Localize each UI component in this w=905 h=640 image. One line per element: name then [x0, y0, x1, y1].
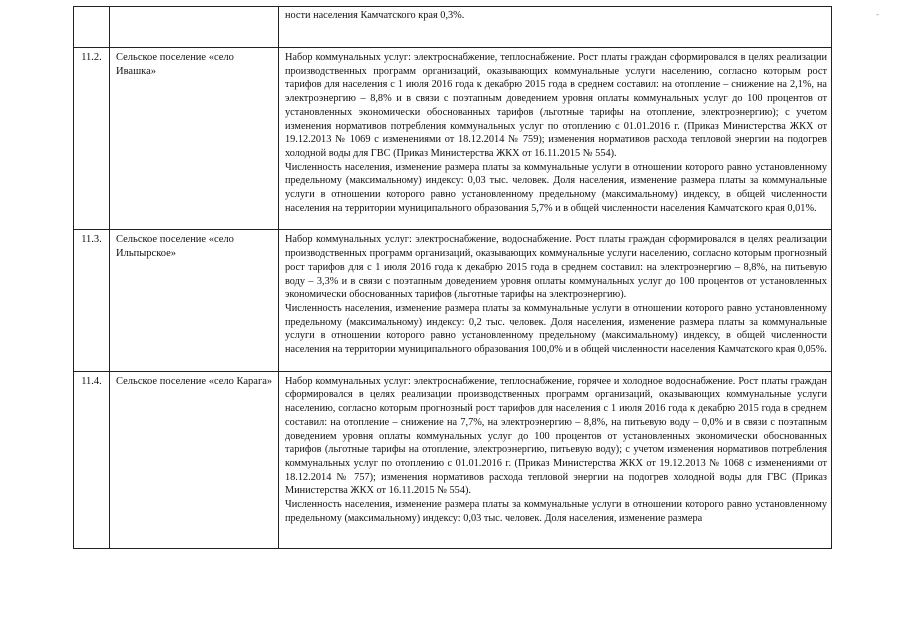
tariff-table: [73, 6, 832, 549]
paragraph: Численность населения, изменение размера платы за коммунальные услуги в отношении которого равно установленному предельному (максимальному) индексу: 0,03 тыс. человек. Доля населения, изменение размера: [285, 499, 827, 524]
settlement-name: Сельское поселение «село Карага»: [110, 371, 279, 548]
row-number: 11.4.: [74, 371, 110, 548]
row-number: 11.3.: [74, 230, 110, 371]
paragraph: Набор коммунальных услуг: электроснабжение, теплоснабжение. Рост платы граждан сформировался в целях реализации производственных программ организаций, оказывающих коммунальные услуги населению, согласно которым рост тарифов для населения с 1 июля 2016 года к декабрю 2015 года в среднем составил: на отопление – снижение на 2,1%, на электроэнергию – 8,8% и в связи с поэтапным доведением уровня оплаты коммунальных услуг до 100 процентов от установленных экономически обоснованных тарифов (льготные тарифы на отопление, электроэнергию); с учетом изменения нормативов потребления коммунальных услуг по отоплению с 01.01.2016 г. (Приказ Министерства ЖКХ от 19.12.2013 № 1069 с изменениями от 18.12.2014 № 759); изменения нормативов расхода тепловой энергии на подогрев холодной воды для ГВС (Приказ Министерства ЖКХ от 16.11.2015 № 554).: [285, 52, 827, 159]
table-row: [74, 7, 832, 48]
row-description: [279, 7, 832, 48]
paragraph: ности населения Камчатского края 0,3%.: [285, 10, 465, 21]
row-description: [279, 371, 832, 548]
paragraph: Численность населения, изменение размера платы за коммунальные услуги в отношении которого равно установленному предельному (максимальному) индексу: 0,2 тыс. человек. Доля населения, изменение размера платы за коммунальные услуги в отношении которого равно установленному предельному (максимальному) индексу, в общей численности населения на территории муниципального образования 100,0% и в общей численности населения Камчатского края 0,05%.: [285, 302, 827, 356]
settlement-name: Сельское поселение «село Ивашка»: [110, 48, 279, 230]
table-row: [74, 48, 832, 230]
settlement-name: Сельское поселение «село Ильпырское»: [110, 230, 279, 371]
corner-mark: -: [876, 9, 879, 19]
settlement-name: [110, 7, 279, 48]
row-description: [279, 230, 832, 371]
table-row: [74, 371, 832, 548]
row-description: [279, 48, 832, 230]
paragraph: Набор коммунальных услуг: электроснабжение, водоснабжение. Рост платы граждан сформировался в целях реализации производственных программ организаций, оказывающих коммунальные услуги населению, согласно которым прогнозный рост тарифов для с 1 июля 2016 года к декабрю 2015 года в среднем составил: на электроэнергию – 8,8%, на питьевую воду – 3,3% и в связи с поэтапным доведением уровня оплаты коммунальных услуг до 100 процентов от установленных экономически обоснованных тарифов (льготные тарифы на электроэнергию).: [285, 234, 827, 301]
row-number: 11.2.: [74, 48, 110, 230]
row-number: [74, 7, 110, 48]
paragraph: Численность населения, изменение размера платы за коммунальные услуги в отношении которого равно установленному предельному (максимальному) индексу: 0,03 тыс. человек. Доля населения, изменение размера платы за коммунальные услуги в отношении которого равно установленному предельному (максимальному) индексу, в общей численности населения на территории муниципального образования 5,7% и в общей численности населения Камчатского края 0,01%.: [285, 161, 827, 214]
paragraph: Набор коммунальных услуг: электроснабжение, теплоснабжение, горячее и холодное водоснабжение. Рост платы граждан сформировался в целях реализации производственных программ организаций, оказывающих коммунальные услуги населению, согласно которым прогнозный рост тарифов для населения с 1 июля 2016 года к декабрю 2015 года в среднем составил: на отопление – снижение на 7,7%, на электроэнергию – 8,8%, на питьевую воду – 0,0% и в связи с поэтапным доведением уровня оплаты коммунальных услуг до 100 процентов от установленных экономически обоснованных тарифов (льготные тарифы на отопление, электроэнергию, питьевую воду); с учетом изменения нормативов потребления коммунальных услуг по отоплению с 01.01.2016 г. (Приказ Министерства ЖКХ от 19.12.2013 № 1068 с изменениями от 18.12.2014 № 757); изменения нормативов расхода тепловой энергии на подогрев холодной воды для ГВС (Приказ Министерства ЖКХ от 16.11.2015 № 554).: [285, 375, 827, 497]
table-row: [74, 230, 832, 371]
